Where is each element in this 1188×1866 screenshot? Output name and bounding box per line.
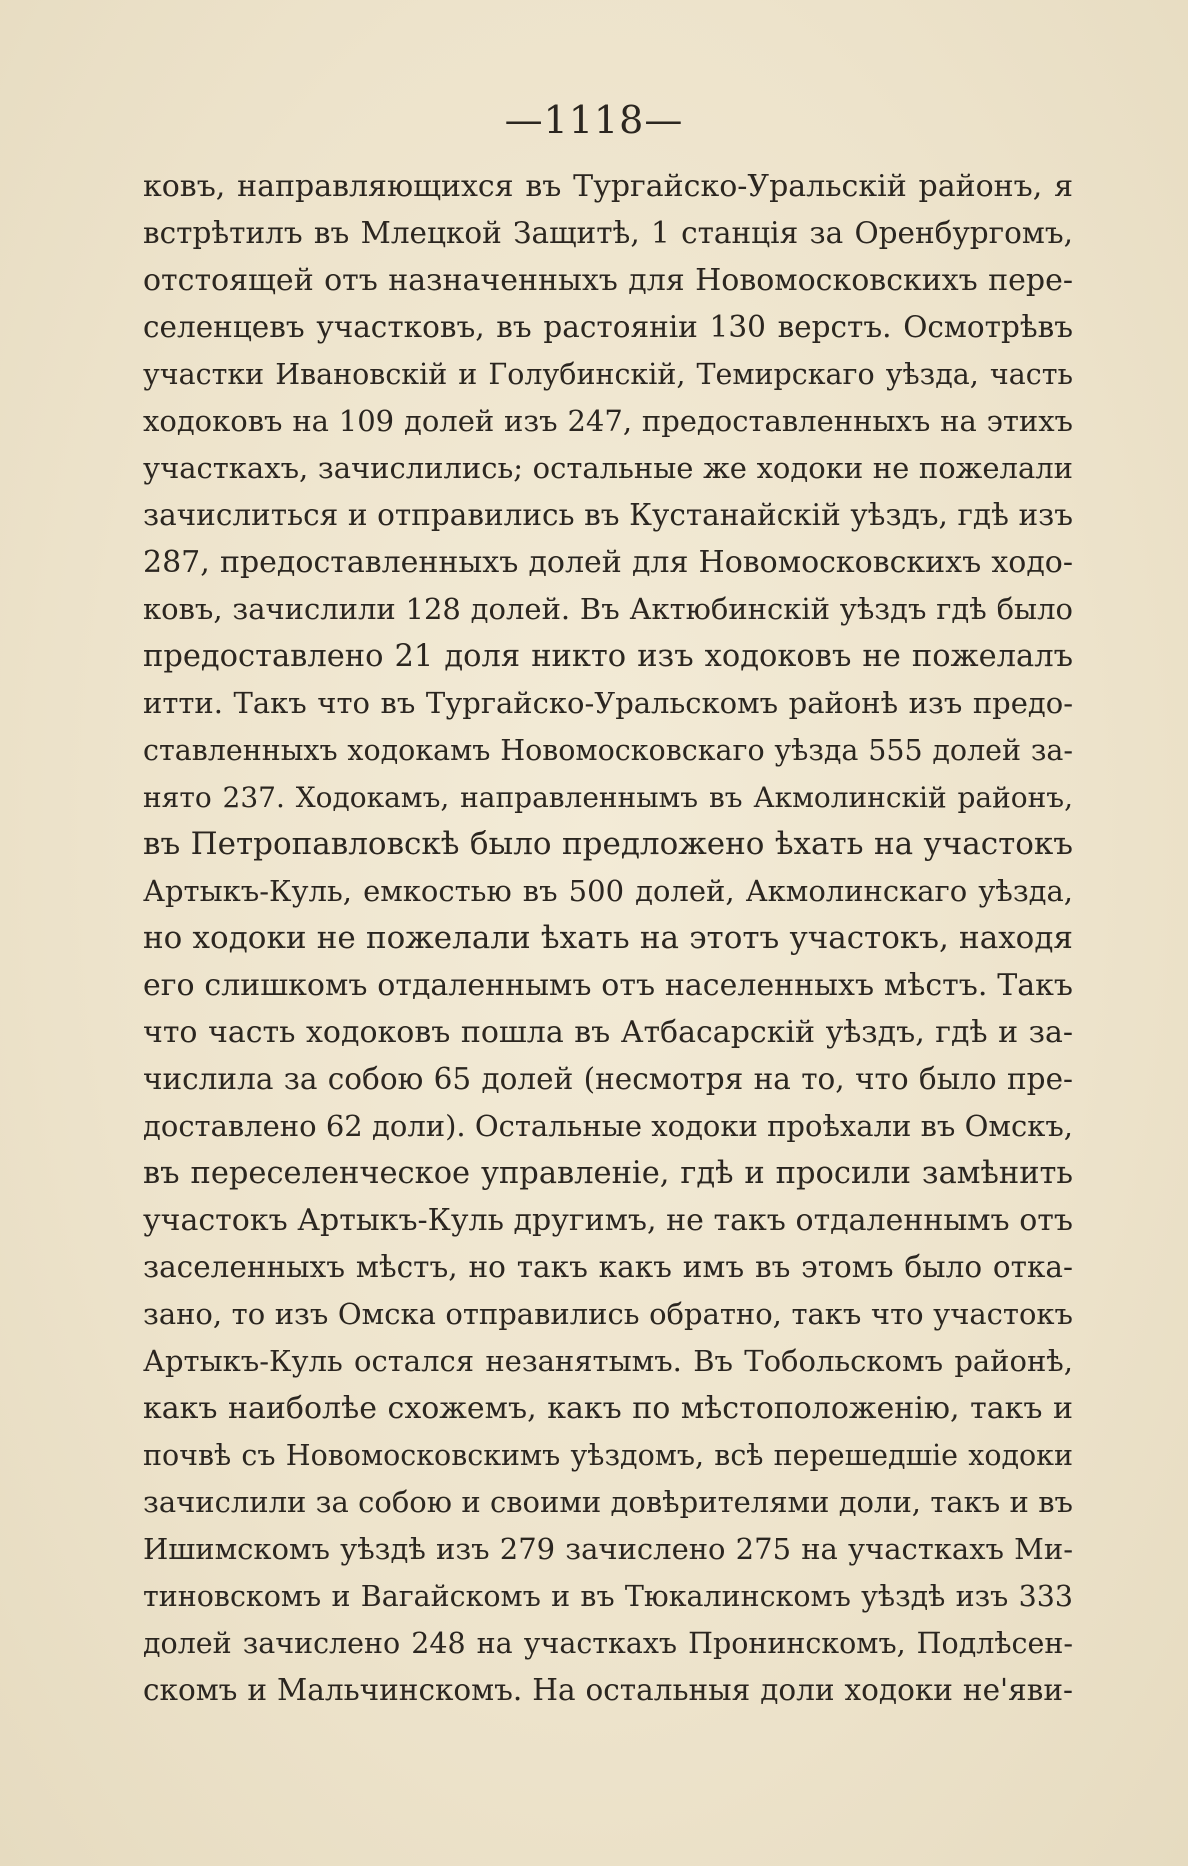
text-line: зачислиться и отправились въ Кустанайскій уѣздъ, гдѣ изъ bbox=[143, 498, 1073, 532]
text-line: какъ наиболѣе схожемъ, какъ по мѣстоположенію, такъ и bbox=[143, 1391, 1073, 1426]
text-line: ковъ, направляющихся въ Тургайско-Уральскій районъ, я bbox=[143, 169, 1073, 204]
page-number: —1118— bbox=[504, 98, 684, 142]
text-line: доставлено 62 доли). Остальные ходоки проѣхали въ Омскъ, bbox=[143, 1109, 1073, 1143]
text-line: ковъ, зачислили 128 долей. Въ Актюбинскій уѣздъ гдѣ было bbox=[143, 592, 1073, 626]
text-line: ходоковъ на 109 долей изъ 247, предоставленныхъ на этихъ bbox=[143, 404, 1073, 438]
text-line: зано, то изъ Омска отправились обратно, такъ что участокъ bbox=[143, 1297, 1073, 1331]
text-line: въ Петропавловскѣ было предложено ѣхать на участокъ bbox=[143, 826, 1073, 862]
text-line: селенцевъ участковъ, въ растояніи 130 верстъ. Осмотрѣвъ bbox=[143, 310, 1073, 344]
text-line: отстоящей отъ назначенныхъ для Новомосковскихъ пере- bbox=[143, 263, 1073, 298]
text-line: числила за собою 65 долей (несмотря на то, что было пре- bbox=[143, 1062, 1073, 1096]
body-text bbox=[143, 163, 1073, 1714]
text-line: участокъ Артыкъ-Куль другимъ, не такъ отдаленнымъ отъ bbox=[143, 1203, 1073, 1238]
text-line: Артыкъ-Куль остался незанятымъ. Въ Тобольскомъ районѣ, bbox=[143, 1344, 1073, 1378]
text-line: участки Ивановскій и Голубинскій, Темирскаго уѣзда, часть bbox=[143, 358, 1073, 391]
text-line: предоставлено 21 доля никто изъ ходоковъ не пожелалъ bbox=[143, 639, 1073, 674]
text-line: участкахъ, зачислились; остальные же ходоки не пожелали bbox=[143, 451, 1073, 485]
text-line: долей зачислено 248 на участкахъ Пронинскомъ, Подлѣсен- bbox=[143, 1627, 1073, 1660]
text-line: что часть ходоковъ пошла въ Атбасарскій уѣздъ, гдѣ и за- bbox=[143, 1015, 1073, 1050]
text-line: 287, предоставленныхъ долей для Новомосковскихъ ходо- bbox=[143, 545, 1073, 580]
text-line: но ходоки не пожелали ѣхать на этотъ участокъ, находя bbox=[143, 920, 1073, 956]
text-line: Артыкъ-Куль, емкостью въ 500 долей, Акмолинскаго уѣзда, bbox=[143, 874, 1073, 908]
text-line: тиновскомъ и Вагайскомъ и въ Тюкалинскомъ уѣздѣ изъ 333 bbox=[143, 1580, 1073, 1613]
text-line: зачислили за собою и своими довѣрителями доли, такъ и въ bbox=[143, 1485, 1073, 1519]
text-line: ставленныхъ ходокамъ Новомосковскаго уѣзда 555 долей за- bbox=[143, 734, 1073, 767]
text-line: его слишкомъ отдаленнымъ отъ населенныхъ мѣстъ. Такъ bbox=[143, 968, 1073, 1003]
text-line: итти. Такъ что въ Тургайско-Уральскомъ районѣ изъ предо- bbox=[143, 686, 1073, 720]
text-line: въ переселенческое управленіе, гдѣ и просили замѣнить bbox=[143, 1156, 1073, 1191]
text-line: нято 237. Ходокамъ, направленнымъ въ Акмолинскій районъ, bbox=[143, 781, 1073, 814]
text-line: Ишимскомъ уѣздѣ изъ 279 зачислено 275 на участкахъ Ми- bbox=[143, 1532, 1073, 1566]
text-line: почвѣ съ Новомосковскимъ уѣздомъ, всѣ перешедшіе ходоки bbox=[143, 1439, 1073, 1472]
text-line: встрѣтилъ въ Млецкой Защитѣ, 1 станція за Оренбургомъ, bbox=[143, 216, 1073, 250]
text-line: скомъ и Мальчинскомъ. На остальныя доли ходоки не'яви- bbox=[143, 1673, 1073, 1707]
text-line: заселенныхъ мѣстъ, но такъ какъ имъ въ этомъ было отка- bbox=[143, 1250, 1073, 1284]
